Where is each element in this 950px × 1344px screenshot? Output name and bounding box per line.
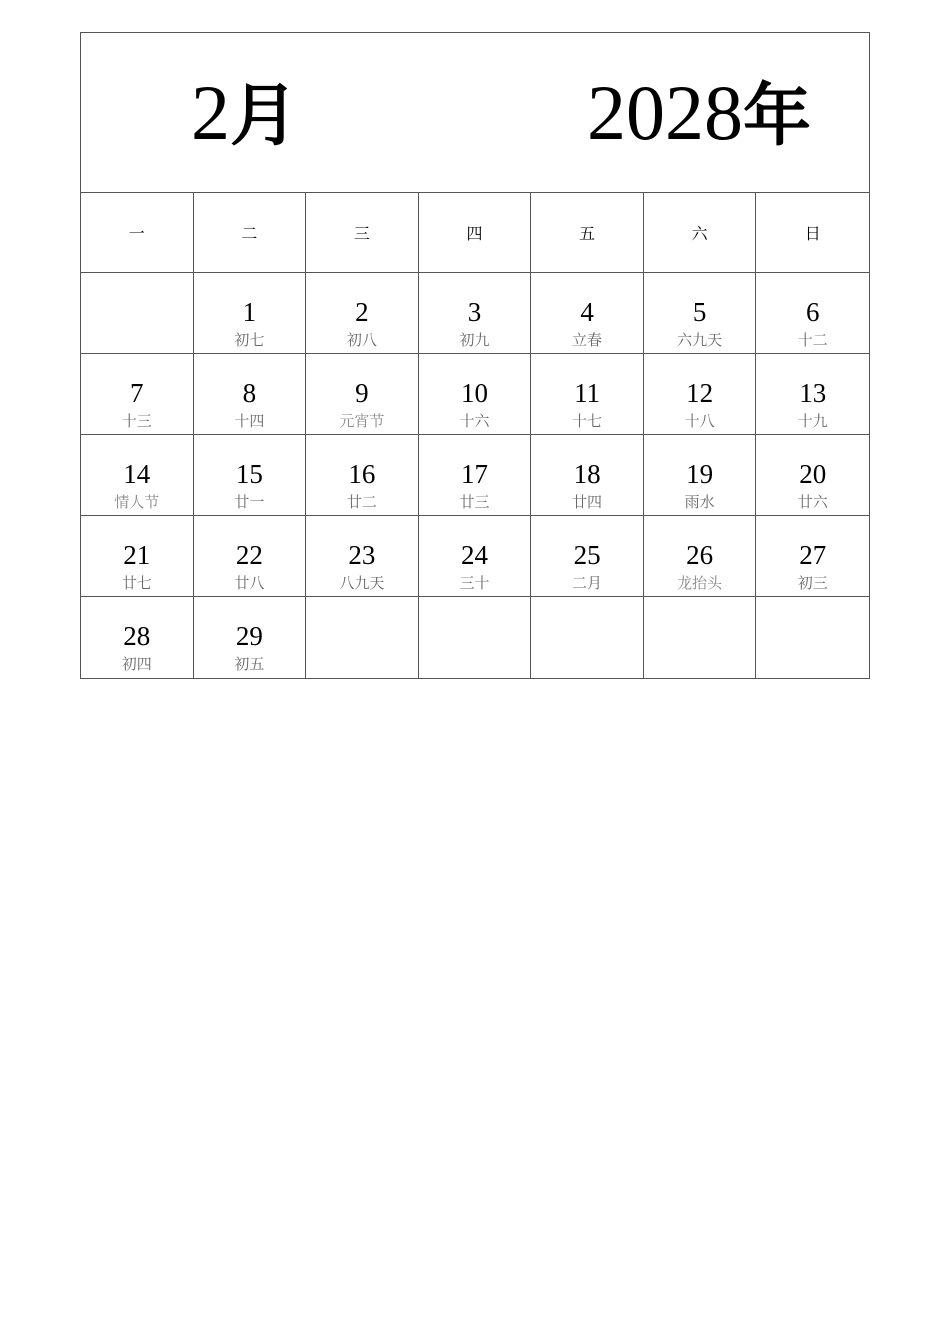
day-number: 13 <box>799 378 827 408</box>
day-cell <box>194 435 307 516</box>
day-number: 29 <box>235 621 263 651</box>
day-cell <box>419 273 532 354</box>
lunar-date: 三十 <box>459 574 490 592</box>
weekday-header: 五 <box>531 193 644 273</box>
lunar-date: 龙抬头 <box>677 574 723 592</box>
day-cell <box>531 273 644 354</box>
lunar-date: 八九天 <box>339 574 385 592</box>
day-cell <box>419 435 532 516</box>
day-number: 18 <box>573 459 601 489</box>
lunar-date: 廿三 <box>459 493 490 511</box>
day-cell <box>419 516 532 597</box>
day-number: 7 <box>130 378 144 408</box>
day-number: 1 <box>242 297 257 327</box>
year-number: 2028 <box>586 69 743 156</box>
day-cell <box>81 516 194 597</box>
day-number: 26 <box>686 540 714 570</box>
day-cell <box>419 354 532 435</box>
month-number: 2 <box>191 69 230 156</box>
calendar-grid <box>81 193 869 678</box>
weekday-header: 三 <box>306 193 419 273</box>
lunar-date: 初九 <box>459 331 490 349</box>
day-cell <box>644 273 757 354</box>
day-number: 24 <box>460 540 488 570</box>
day-cell <box>531 354 644 435</box>
day-cell <box>306 273 419 354</box>
weekday-header: 二 <box>194 193 307 273</box>
day-cell <box>194 354 307 435</box>
day-number: 25 <box>573 540 601 570</box>
day-cell <box>756 516 869 597</box>
day-cell <box>81 597 194 678</box>
day-number: 6 <box>805 297 820 327</box>
lunar-date: 情人节 <box>114 493 160 511</box>
day-cell <box>194 516 307 597</box>
weekday-header: 四 <box>419 193 532 273</box>
lunar-date: 廿六 <box>797 493 828 511</box>
lunar-date: 初八 <box>346 331 377 349</box>
day-cell <box>306 435 419 516</box>
weekday-header: 六 <box>644 193 757 273</box>
day-cell <box>306 354 419 435</box>
empty-day-cell <box>756 597 869 678</box>
day-number: 3 <box>467 297 482 327</box>
lunar-date: 廿二 <box>346 493 377 511</box>
lunar-date: 六九天 <box>677 331 723 349</box>
lunar-date: 十三 <box>121 412 152 430</box>
lunar-date: 立春 <box>572 331 603 349</box>
day-cell <box>756 354 869 435</box>
day-number: 11 <box>574 378 601 408</box>
lunar-date: 初四 <box>121 655 152 673</box>
calendar <box>80 32 870 679</box>
day-number: 27 <box>799 540 827 570</box>
lunar-date: 初五 <box>234 655 265 673</box>
lunar-date: 元宵节 <box>339 412 385 430</box>
day-number: 19 <box>686 459 714 489</box>
day-number: 2 <box>355 297 369 327</box>
lunar-date: 二月 <box>572 574 603 592</box>
day-number: 21 <box>123 540 151 570</box>
day-number: 15 <box>235 459 263 489</box>
day-number: 12 <box>686 378 714 408</box>
day-cell <box>756 273 869 354</box>
lunar-date: 十二 <box>797 331 828 349</box>
day-cell <box>644 354 757 435</box>
weekday-header: 一 <box>81 193 194 273</box>
day-number: 28 <box>123 621 151 651</box>
day-cell <box>81 435 194 516</box>
empty-day-cell <box>81 273 194 354</box>
empty-day-cell <box>644 597 757 678</box>
day-number: 14 <box>123 459 151 489</box>
day-cell <box>306 516 419 597</box>
day-cell <box>194 597 307 678</box>
day-cell <box>194 273 307 354</box>
lunar-date: 十八 <box>684 412 715 430</box>
day-cell <box>531 516 644 597</box>
year-unit: 年 <box>742 77 811 156</box>
day-number: 20 <box>799 459 827 489</box>
day-cell <box>756 435 869 516</box>
lunar-date: 十六 <box>459 412 490 430</box>
month-title <box>191 69 299 157</box>
day-number: 17 <box>460 459 488 489</box>
month-unit: 月 <box>230 77 299 156</box>
lunar-date: 廿一 <box>234 493 265 511</box>
day-cell <box>644 516 757 597</box>
day-cell <box>644 435 757 516</box>
lunar-date: 初七 <box>234 331 265 349</box>
lunar-date: 十九 <box>797 412 828 430</box>
day-cell <box>81 354 194 435</box>
lunar-date: 十七 <box>572 412 603 430</box>
lunar-date: 雨水 <box>684 493 715 511</box>
day-number: 22 <box>235 540 263 570</box>
empty-day-cell <box>531 597 644 678</box>
empty-day-cell <box>306 597 419 678</box>
day-number: 5 <box>692 297 707 327</box>
day-cell <box>531 435 644 516</box>
lunar-date: 十四 <box>234 412 265 430</box>
lunar-date: 廿七 <box>121 574 152 592</box>
calendar-header <box>81 33 869 193</box>
day-number: 16 <box>348 459 376 489</box>
day-number: 23 <box>348 540 376 570</box>
weekday-header: 日 <box>756 193 869 273</box>
empty-day-cell <box>419 597 532 678</box>
year-title <box>586 69 811 157</box>
day-number: 9 <box>355 378 369 408</box>
lunar-date: 廿四 <box>572 493 603 511</box>
day-number: 10 <box>460 378 488 408</box>
day-number: 4 <box>580 297 594 327</box>
lunar-date: 廿八 <box>234 574 265 592</box>
day-number: 8 <box>242 378 257 408</box>
lunar-date: 初三 <box>797 574 828 592</box>
